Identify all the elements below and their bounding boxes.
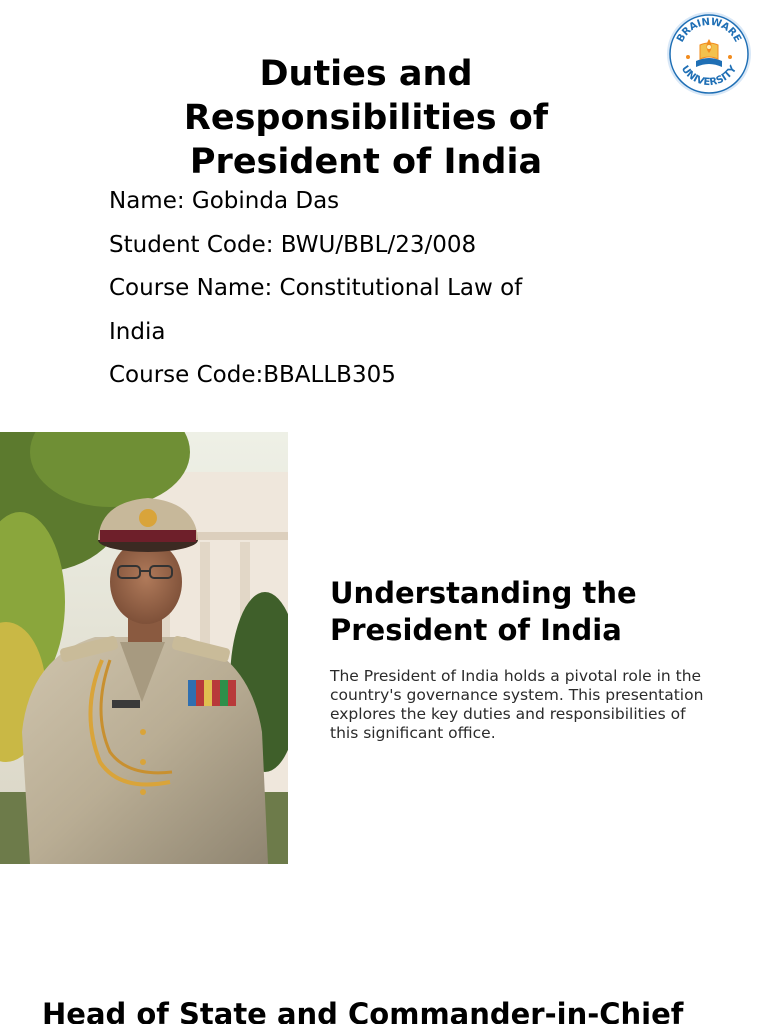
- intro-body: The President of India holds a pivotal role in the country's governance system. This presentation explores the key duties and responsibilities of this significant office.: [330, 667, 704, 742]
- uniformed-official-photo-icon: [0, 432, 288, 864]
- course-name-line1: Course Name: Constitutional Law of: [109, 275, 523, 301]
- intro-heading: Understanding the President of India: [330, 576, 637, 647]
- logo-text-top: BRAINWARE: [675, 16, 743, 45]
- student-name: Name: Gobinda Das: [109, 188, 340, 214]
- president-photo: [0, 432, 288, 864]
- slide-title: Duties and Responsibilities of President of India: [183, 54, 549, 182]
- logo-text-bottom: UNIVERSITY: [678, 63, 740, 89]
- university-logo-icon: [666, 11, 752, 97]
- intro-section: [330, 575, 730, 743]
- student-code: Student Code: BWU/BBL/23/008: [109, 231, 477, 258]
- student-info: [109, 180, 579, 398]
- course-name-line2: India: [109, 318, 166, 345]
- university-logo: [666, 11, 752, 97]
- course-code: Course Code:BBALLB305: [109, 362, 396, 388]
- next-section-heading: Head of State and Commander-in-Chief: [42, 997, 684, 1024]
